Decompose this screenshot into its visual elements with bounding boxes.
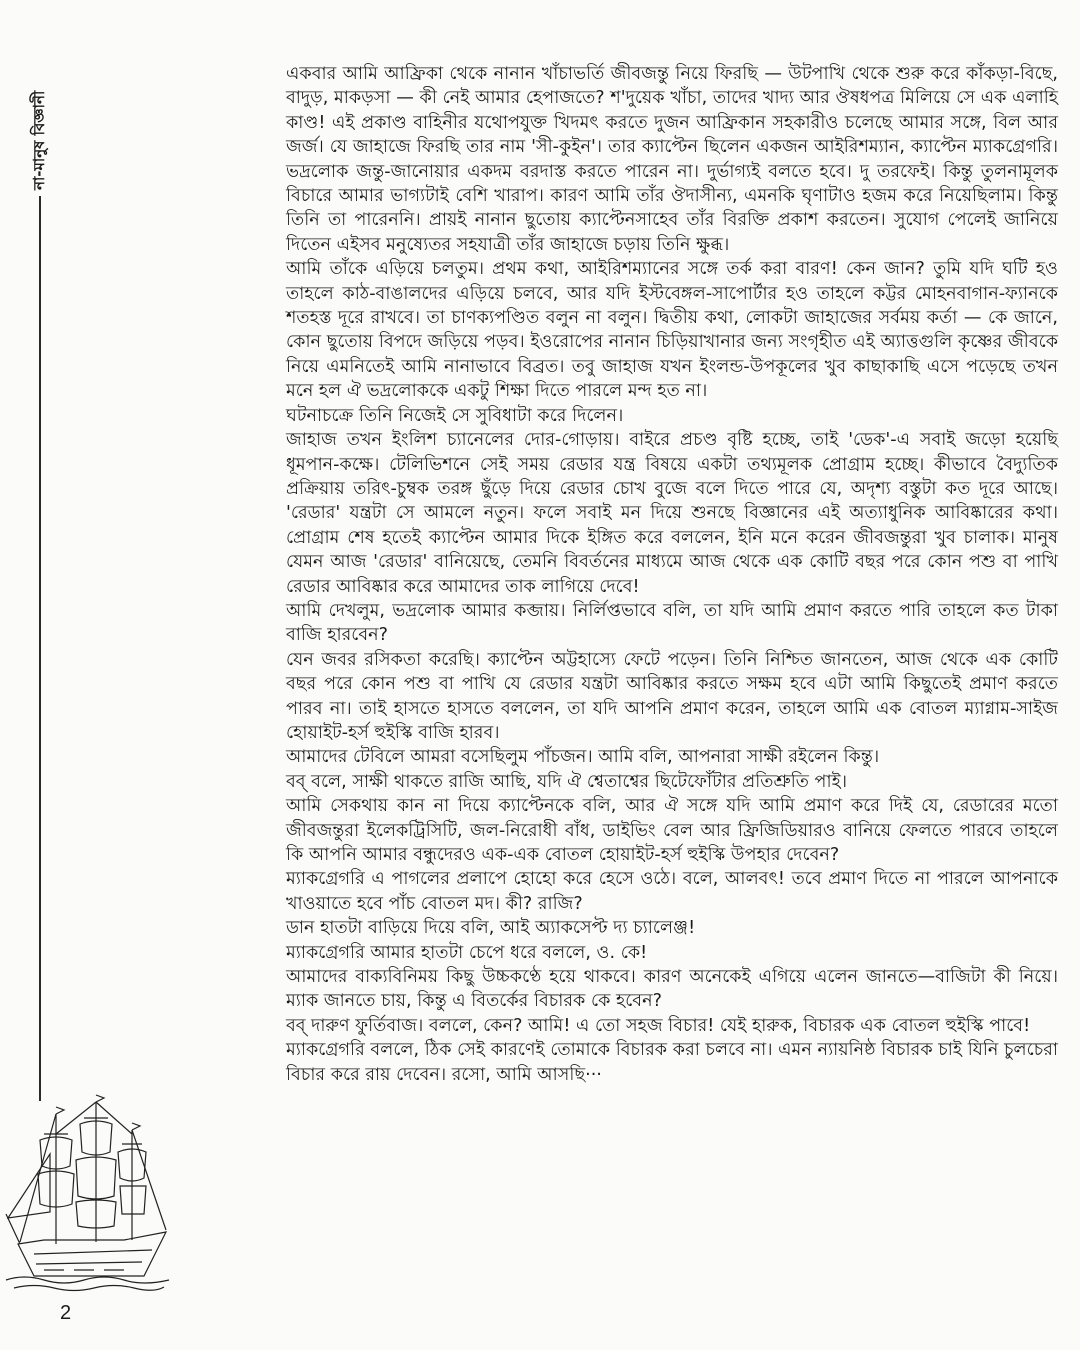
paragraph: জাহাজ তখন ইংলিশ চ্যানেলের দোর-গোড়ায়। বাইরে প্রচণ্ড বৃষ্টি হচ্ছে, তাই 'ডেক'-এ সবাই জড়ো হয়েছি ধূমপান-কক্ষে। টেলিভিশনে সেই সময় রেডার যন্ত্র বিষয়ে একটা তথ্যমূলক প্রোগ্রাম হচ্ছে। কীভাবে বৈদ্যুতিক প্রক্রিয়ায় তরিৎ-চুম্বক তরঙ্গ ছুঁড়ে দিয়ে রেডার চোখ বুজে বলে দিতে পারে যে, অদৃশ্য বস্তুটা কত দূরে আছে। 'রেডার' যন্ত্রটা সে আমলে নতুন। ফলে সবাই মন দিয়ে শুনছে বিজ্ঞানের এই অত্যাধুনিক আবিষ্কারের কথা। প্রোগ্রাম শেষ হতেই ক্যাপ্টেন আমার দিকে ইঙ্গিত করে বললেন, ইনি মনে করেন জীবজন্তুরা খুব চালাক। মানুষ যেমন আজ 'রেডার' বানিয়েছে, তেমনি বিবর্তনের মাধ্যমে আজ থেকে এক কোটি বছর পরে কোন পশু বা পাখি রেডার আবিষ্কার করে আমাদের তাক লাগিয়ে দেবে!	[286, 430, 1058, 597]
paragraph: যেন জবর রসিকতা করেছি। ক্যাপ্টেন অট্টহাস্যে ফেটে পড়েন। তিনি নিশ্চিত জানতেন, আজ থেকে এক কোটি বছর পরে কোন পশু বা পাখি যে রেডার যন্ত্রটা আবিষ্কার করতে সক্ষম হবে এটা আমি কিছুতেই প্রমাণ করতে পারব না। তাই হাসতে হাসতে বললেন, তা যদি আপনি প্রমাণ করেন, তাহলে আমি এক বোতল ম্যাগ্নাম-সাইজ হোয়াইট-হর্স হুইস্কি বাজি হারব।	[286, 649, 1058, 743]
page-number: 2	[60, 1302, 72, 1324]
paragraph: ঘটনাচক্রে তিনি নিজেই সে সুবিধাটা করে দিলেন।	[286, 405, 624, 426]
running-title: না-মানুষ বিজ্ঞানী	[30, 90, 48, 190]
paragraph: আমাদের বাক্যবিনিময় কিছু উচ্চকণ্ঠে হয়ে থাকবে। কারণ অনেকেই এগিয়ে এলেন জানতে—বাজিটা কী নিয়ে। ম্যাক জানতে চায়, কিন্তু এ বিতর্কের বিচারক কে হবেন?	[286, 967, 1058, 1012]
margin-rule	[39, 196, 41, 1101]
paragraph: আমাদের টেবিলে আমরা বসেছিলুম পাঁচজন। আমি বলি, আপনারা সাক্ষী রইলেন কিন্তু।	[286, 747, 880, 768]
paragraph: ম্যাকগ্রেগরি এ পাগলের প্রলাপে হোহো করে হেসে ওঠে। বলে, আলবৎ! তবে প্রমাণ দিতে না পারলে আপনাকে খাওয়াতে হবে পাঁচ বোতল মদ। কী? রাজি?	[286, 869, 1058, 914]
paragraph: আমি দেখলুম, ভদ্রলোক আমার কব্জায়। নির্লিপ্তভাবে বলি, তা যদি আমি প্রমাণ করতে পারি তাহলে কত টাকা বাজি হারবেন?	[286, 600, 1058, 646]
paragraph: ম্যাকগ্রেগরি বললে, ঠিক সেই কারণেই তোমাকে বিচারক করা চলবে না। এমন ন্যায়নিষ্ঠ বিচারক চাই যিনি চুলচেরা বিচার করে রায় দেবেন। রসো, আমি আসছি···	[286, 1040, 1058, 1085]
paragraph: ম্যাকগ্রেগরি আমার হাতটা চেপে ধরে বললে, ও. কে!	[286, 942, 648, 963]
paragraph: ডান হাতটা বাড়িয়ে দিয়ে বলি, আই অ্যাকসেপ্ট দ্য চ্যালেঞ্জ!	[286, 918, 696, 939]
body-text	[286, 62, 1058, 1087]
paragraph: আমি তাঁকে এড়িয়ে চলতুম। প্রথম কথা, আইরিশম্যানের সঙ্গে তর্ক করা বারণ! কেন জান? তুমি যদি ঘটি হও তাহলে কাঠ-বাঙালদের এড়িয়ে চলবে, আর যদি ইস্টবেঙ্গল-সাপোর্টার হও তাহলে কট্টর মোহনবাগান-ফ্যানকে শতহস্ত দূরে রাখবে। তা চাণক্যপণ্ডিত বলুন না বলুন। দ্বিতীয় কথা, লোকটা জাহাজের সর্বময় কর্তা — কে জানে, কোন ছুতোয় বিপদে জড়িয়ে পড়ব। ইওরোপের নানান চিড়িয়াখানার জন্য সংগৃহীত এই অ্যাত্তগুলি কৃষ্ণের জীবকে নিয়ে এমনিতেই আমি নানাভাবে বিব্রত। তবু জাহাজ যখন ইংলন্ড-উপকূলের খুব কাছাকাছি এসে পড়েছে তখন মনে হল ঐ ভদ্রলোককে একটু শিক্ষা দিতে পারলে মন্দ হত না।	[286, 259, 1058, 402]
ship-illustration	[4, 1094, 174, 1294]
paragraph: একবার আমি আফ্রিকা থেকে নানান খাঁচাভর্তি জীবজন্তু নিয়ে ফিরছি — উটপাখি থেকে শুরু করে কাঁকড়া-বিছে, বাদুড়, মাকড়সা — কী নেই আমার হেপাজতে? শ'দুয়েক খাঁচা, তাদের খাদ্য আর ঔষধপত্র মিলিয়ে সে এক এলাহি কাণ্ড! এই প্রকাণ্ড বাহিনীর যথোপযুক্ত খিদমৎ করতে দুজন আফ্রিকান সহকারীও চলেছে আমার সঙ্গে, বিল আর জর্জ। যে জাহাজে ফিরছি তার নাম 'সী-কুইন'। তার ক্যাপ্টেন ছিলেন একজন আইরিশম্যান, ক্যাপ্টেন ম্যাকগ্রেগরি। ভদ্রলোক জন্তু-জানোয়ার একদম বরদাস্ত করতে পারেন না। দুর্ভাগ্যই বলতে হবে। দু তরফেই। কিন্তু তুলনামূলক বিচারে আমার ভাগ্যটাই বেশি খারাপ। কারণ আমি তাঁর ঔদাসীন্য, এমনকি ঘৃণাটাও হজম করে নিয়েছিলাম। কিন্তু তিনি তা পারেননি। প্রায়ই নানান ছুতোয় ক্যাপ্টেনসাহেব তাঁর বিরক্তি প্রকাশ করতেন। সুযোগ পেলেই জানিয়ে দিতেন এইসব মনুষ্যেতর সহযাত্রী তাঁর জাহাজে চড়ায় তিনি ক্ষুব্ধ।	[286, 64, 1058, 255]
paragraph: বব্ দারুণ ফুর্তিবাজ। বললে, কেন? আমি! এ তো সহজ বিচার! যেই হারুক, বিচারক এক বোতল হুইস্কি পাবে!	[286, 1015, 1031, 1036]
paragraph: আমি সেকথায় কান না দিয়ে ক্যাপ্টেনকে বলি, আর ঐ সঙ্গে যদি আমি প্রমাণ করে দিই যে, রেডারের মতো জীবজন্তুরা ইলেকট্রিসিটি, জল-নিরোধী বাঁধ, ডাইভিং বেল আর ফ্রিজিডিয়ারও বানিয়ে ফেলতে পারবে তাহলে কি আপনি আমার বন্ধুদেরও এক-এক বোতল হোয়াইট-হর্স হুইস্কি উপহার দেবেন?	[286, 796, 1058, 865]
paragraph: বব্ বলে, সাক্ষী থাকতে রাজি আছি, যদি ঐ শ্বেতাশ্বের ছিটেফোঁটার প্রতিশ্রুতি পাই।	[286, 771, 848, 792]
